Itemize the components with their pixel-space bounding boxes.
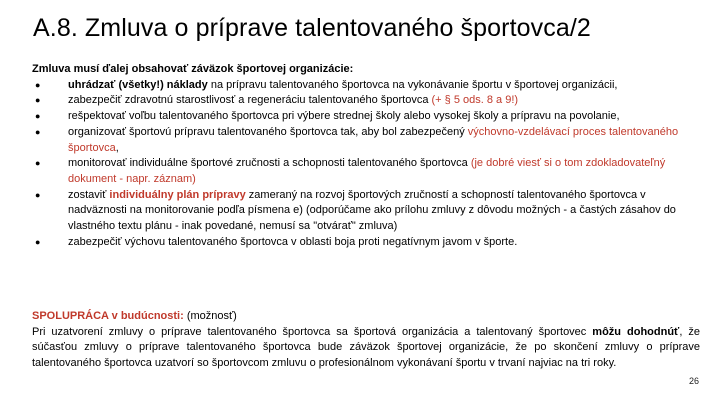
item-text: rešpektovať voľbu talentovaného športovca pri výbere strednej školy alebo vysokej školy a prípravu na povolanie,	[68, 110, 620, 123]
list-item	[32, 235, 702, 251]
list-item	[32, 188, 702, 235]
item-text: organizovať športovú prípravu talentovaného športovca tak, aby bol zabezpečený	[68, 125, 468, 138]
item-bold-text: uhrádzať (všetky!) náklady	[68, 78, 208, 91]
bullet-icon: ●	[35, 95, 41, 106]
item-text: zabezpečiť zdravotnú starostlivosť a regeneráciu talentovaného športovca	[68, 94, 432, 107]
item-red-text: výchovno-vzdelávací proces talentovaného športovca	[68, 125, 679, 154]
item-text: zostaviť	[68, 188, 110, 201]
list-item	[32, 93, 702, 109]
item-text: zabezpečiť výchovu talentovaného športovca v oblasti boja proti negatívnym javom v športe.	[68, 235, 518, 248]
item-text: zameraný na rozvoj športových zručností a schopností talentovaného športovca v nadväznosti na monitorovanie podľa písmena e) (odporúčame ako prílohu zmluvy z dôvodu možných - a častých zásahov do vlastného textu plánu - inak povedané, nemusí sa "otvárať" zmluva)	[68, 188, 676, 233]
slide-content	[32, 62, 702, 250]
bullet-icon: ●	[35, 79, 41, 90]
list-item	[32, 156, 702, 187]
cooperation-section	[32, 309, 700, 372]
intro-text: Zmluva musí ďalej obsahovať záväzok športovej organizácie:	[32, 63, 354, 75]
list-item	[32, 78, 702, 94]
item-red-bold-text: individuálny plán prípravy	[109, 188, 246, 201]
slide-title: A.8. Zmluva o príprave talentovaného športovca/2	[33, 14, 591, 42]
cooperation-text: Pri uzatvorení zmluvy o príprave talentovaného športovca sa športová organizácia a talentovaný športovec	[32, 325, 593, 338]
item-red-text: (+ § 5 ods. 8 a 9!)	[431, 94, 519, 107]
cooperation-heading	[32, 309, 700, 325]
obligations-list	[32, 78, 702, 251]
item-text: na prípravu talentovaného športovca na vykonávanie športu v športovej organizácii,	[207, 78, 618, 91]
cooperation-heading-red: SPOLUPRÁCA v budúcnosti:	[32, 310, 184, 322]
item-text: ,	[115, 141, 119, 154]
bullet-icon: ●	[35, 111, 41, 122]
list-item	[32, 109, 702, 125]
cooperation-text: , že súčasťou zmluvy o príprave talentovaného športovca bude záväzok športovej organizácie, že po skončení zmluvy o príprave talentovaného športovca uzatvorí so športovcom zmluvu o profesionálnom vykonávaní športu v trvaní najviac na tri roky.	[32, 325, 700, 370]
cooperation-heading-rest: (možnosť)	[183, 310, 237, 322]
cooperation-bold-text: môžu dohodnúť	[592, 325, 680, 338]
bullet-icon: ●	[35, 158, 41, 169]
list-item	[32, 125, 702, 156]
item-text: monitorovať individuálne športové zručnosti a schopnosti talentovaného športovca	[68, 157, 471, 170]
item-red-text: (je dobré viesť si o tom zdokladovateľný dokument - napr. záznam)	[68, 157, 666, 185]
bullet-icon: ●	[35, 126, 41, 137]
bullet-icon: ●	[35, 189, 41, 200]
bullet-icon: ●	[35, 236, 41, 247]
cooperation-body	[32, 325, 700, 372]
page-number: 26	[689, 376, 700, 386]
